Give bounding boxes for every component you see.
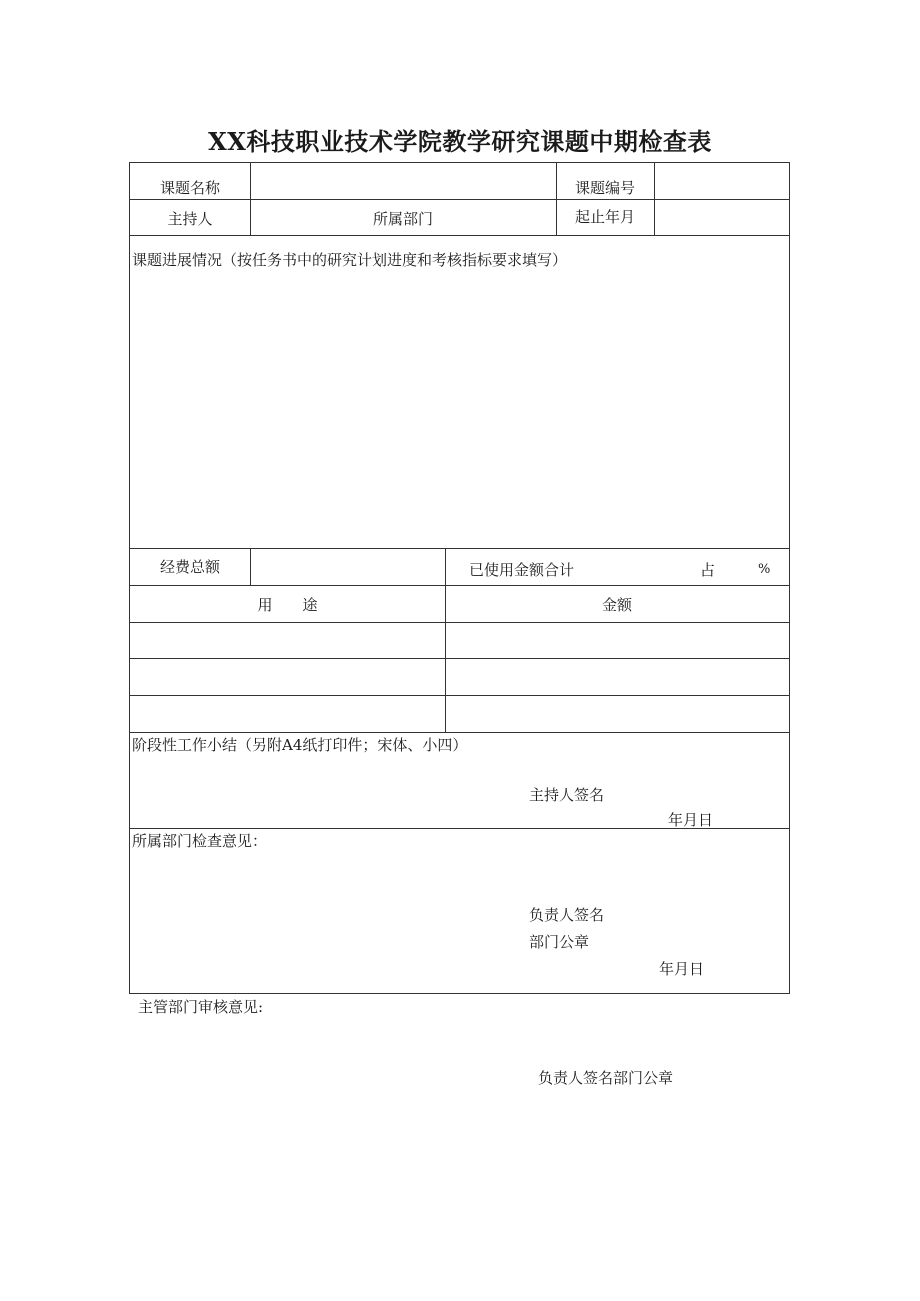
row-divider	[130, 548, 789, 549]
row-divider	[130, 199, 789, 200]
row-divider	[130, 658, 789, 659]
summary-label: 阶段性工作小结（另附A4纸打印件；宋体、小四）	[132, 736, 468, 754]
inspection-form-table	[129, 162, 790, 994]
form-title: XX科技职业技术学院教学研究课题中期检查表	[208, 127, 712, 156]
row-divider	[130, 622, 789, 623]
supervisor-sign-seal-label: 负责人签名部门公章	[538, 1069, 674, 1087]
budget-share-label: 占	[700, 561, 716, 579]
row-divider	[130, 235, 789, 236]
row-divider	[130, 585, 789, 586]
amount-header: 金额	[601, 596, 632, 614]
dept-date-label: 年月日	[659, 960, 705, 978]
row-divider	[130, 695, 789, 696]
host-label: 主持人	[167, 210, 213, 228]
dept-seal-label: 部门公章	[529, 933, 590, 951]
summary-date-label: 年月日	[668, 811, 714, 829]
progress-label: 课题进展情况（按任务书中的研究计划进度和考核指标要求填写）	[132, 251, 568, 269]
usage-header: 用 途	[257, 596, 318, 614]
row-divider	[130, 732, 789, 733]
dept-sign-label: 负责人签名	[529, 906, 605, 924]
budget-used-label: 已使用金额合计	[469, 561, 575, 579]
host-sign-label: 主持人签名	[529, 786, 605, 804]
budget-percent-label: %	[758, 562, 771, 577]
col-divider	[654, 163, 655, 235]
period-label: 起止年月	[574, 208, 635, 226]
col-divider	[250, 548, 251, 585]
topic-name-label: 课题名称	[159, 179, 220, 197]
dept-label: 所属部门	[372, 210, 433, 228]
budget-total-label: 经费总额	[159, 558, 220, 576]
topic-no-label: 课题编号	[574, 179, 635, 197]
col-divider	[445, 548, 446, 732]
supervisor-review-label: 主管部门审核意见:	[138, 998, 264, 1016]
dept-review-label: 所属部门检查意见：	[132, 832, 268, 850]
